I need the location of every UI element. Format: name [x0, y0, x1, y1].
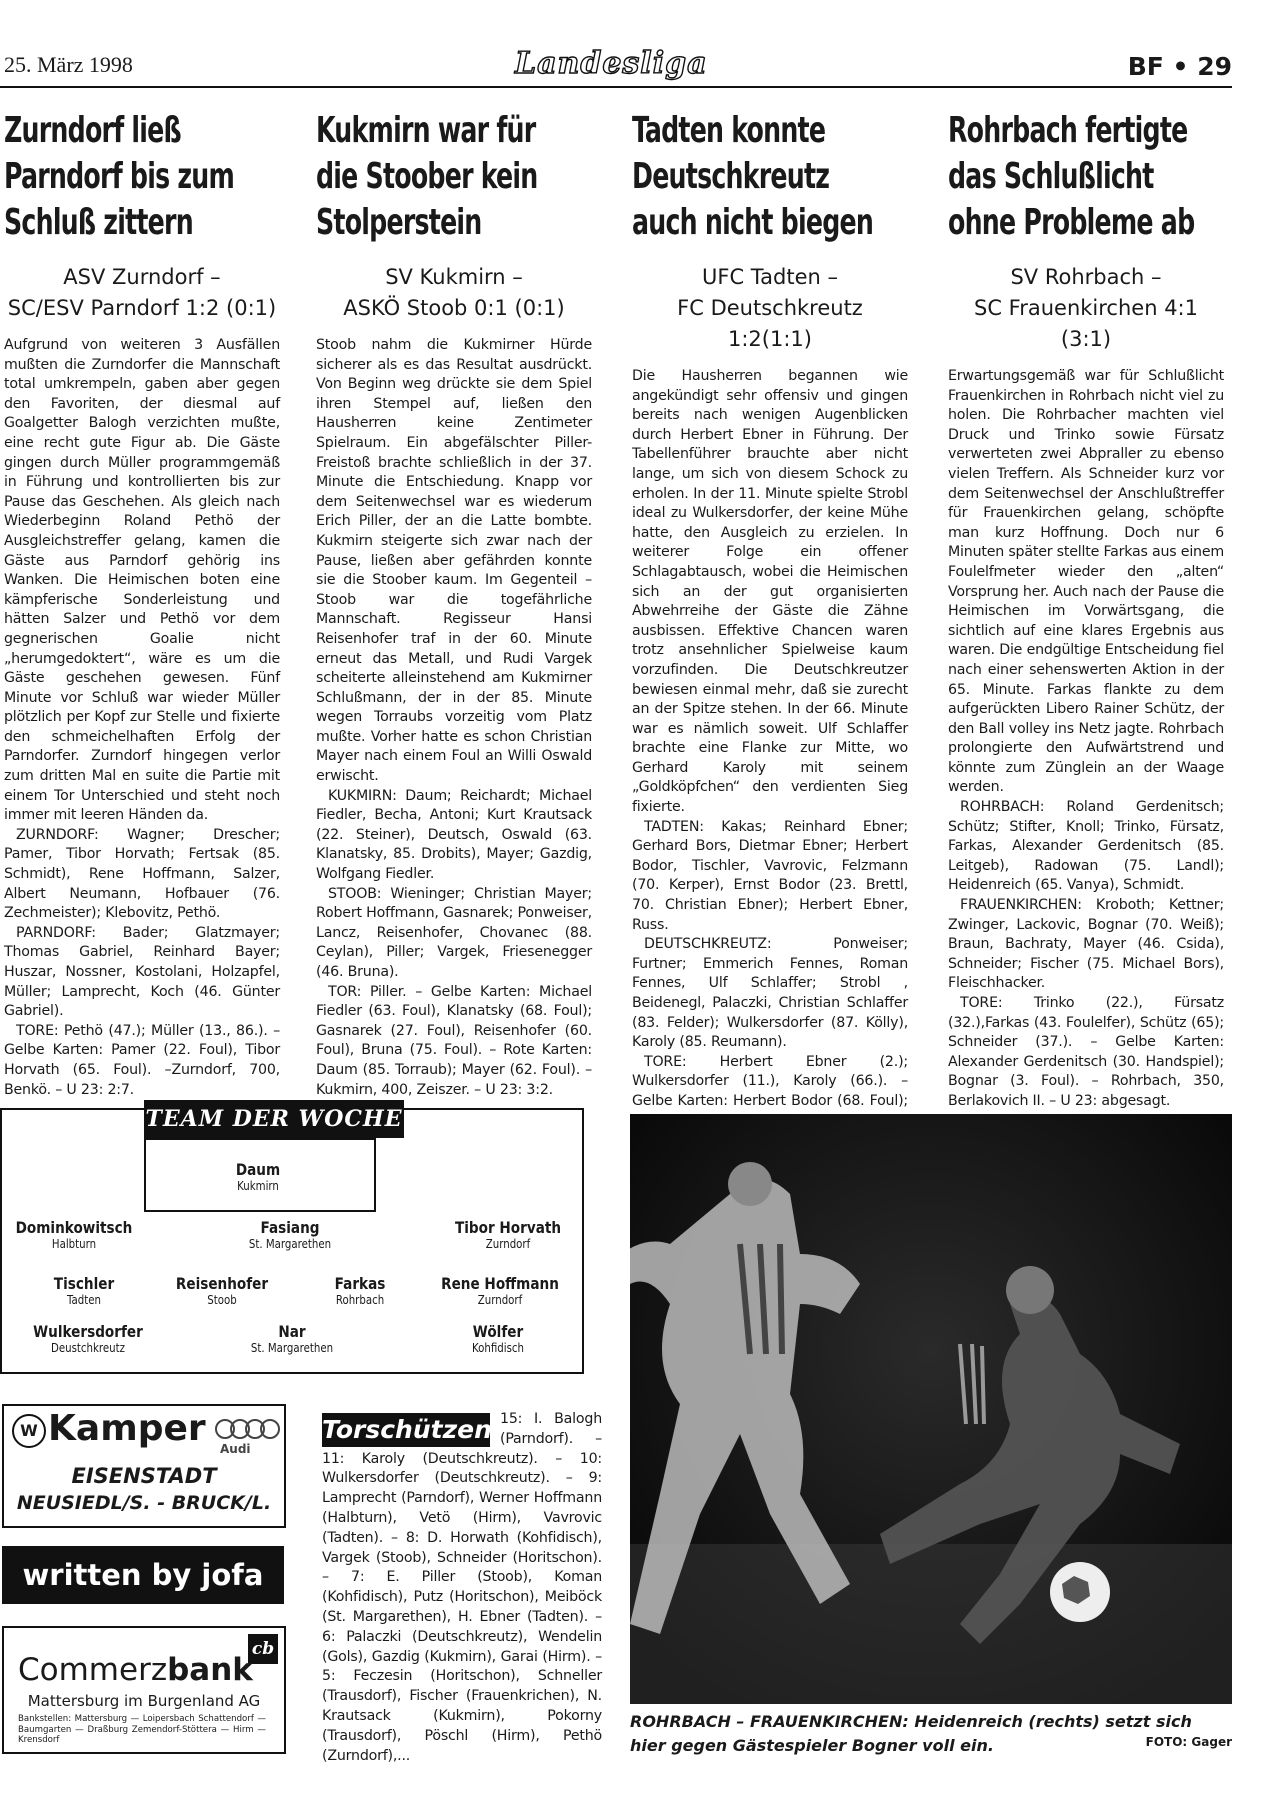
page-number: BF • 29	[1127, 52, 1232, 81]
match-result: SV Rohrbach – SC Frauenkirchen 4:1 (3:1)	[974, 265, 1198, 351]
commerzbank-ad	[2, 1626, 286, 1754]
article-zurndorf	[4, 108, 280, 1100]
player-slot: Farkas Rohrbach	[334, 1274, 386, 1307]
audi-rings-icon	[214, 1418, 280, 1440]
player-slot: Rene Hoffmann Zurndorf	[441, 1274, 559, 1307]
vw-logo-icon: W	[12, 1414, 46, 1448]
article-body: Aufgrund von weiteren 3 Ausfällen mußten die Zurndorfer die Mannschaft total umkrempeln, gaben aber gegen den Favoriten, der diesmal auf Goalgetter Balogh verzichten mußte, eine recht gute Figur ab. Die Gäste gingen durch Müller programmgemäß in Führung und kontrollierten bis zur Pause das Geschehen. Als gleich nach Wiederbeginn Roland Pethö der Ausgleichstreffer gelang, kamen die Gäste aus Parndorf gehörig ins Wanken. Die Heimischen boten eine kämpferische Sonderleistung und hätten Salzer und Pethö vor dem gegnerischen Goalie nicht „herumgedoktert“, wäre es um die Gäste geschehen gewesen. Fünf Minute vor Schluß war wieder Müller plötzlich per Kopf zur Stelle und fixierte den schmeichelhaften Erfolg der Parndorfer. Zurndorf hingegen verlor zum dritten Mal en suite die Partie mit einem Tor Unterschied und steht noch immer mit leeren Händen da. ZURNDORF: Wagner; Drescher; Pamer, Tibor Horvath; Fertsak (85. Schmidt), Rene Hoffmann, Salzer, Albert Neumann, Hofbauer (76. Zechmeister); Klebovitz, Pethö. PARNDORF: Bader; Glatzmayer; Thomas Gabriel, Reinhard Bayer; Huszar, Nossner, Kostolani, Holzapfel, Müller; Lamprecht, Koch (46. Günter Gabriel). TORE: Pethö (47.); Müller (13., 86.). – Gelbe Karten: Pamer (22. Foul), Tibor Horvath (65. Foul). –Zurndorf, 700, Benkö. – U 23: 2:7.	[4, 337, 280, 1098]
article-kukmirn	[316, 108, 592, 1100]
team-of-the-week-title: TEAM DER WOCHE	[144, 1100, 404, 1138]
player-slot: Daum Kukmirn	[235, 1160, 281, 1193]
player-slot: Dominkowitsch Halbturn	[15, 1218, 133, 1251]
jofa-banner: written by jofa	[2, 1546, 284, 1604]
match-result: ASV Zurndorf – SC/ESV Parndorf 1:2 (0:1)	[7, 265, 277, 320]
commerzbank-branch: Mattersburg im Burgenland AG	[27, 1692, 261, 1710]
article-headline: Kukmirn war für die Stoober kein Stolperstein	[316, 110, 538, 243]
player-slot: Fasiang St. Margarethen	[248, 1218, 332, 1251]
match-photo	[630, 1114, 1232, 1704]
audi-brand: Audi	[220, 1442, 251, 1456]
photo-caption: ROHRBACH – FRAUENKIRCHEN: Heidenreich (rechts) setzt sich hier gegen Gästespieler Bogner voll ein.	[630, 1712, 1192, 1755]
article-tadten	[632, 108, 908, 1151]
article-headline: Rohrbach fertigte das Schlußlicht ohne Probleme ab	[948, 110, 1195, 243]
scorers-list: 15: I. Balogh (Parndorf). – 11: Karoly (Deutschkreutz). – 10: Wulkersdorfer (Deutschkreutz). – 9: Lamprecht (Parndorf), Werner Hoffmann (Halbturn), Vetö (Hirm), Vavrovic (Tadten). – 8: D. Horwath (Kohfidisch), Vargek (Stoob), Schneider (Horitschon). – 7: E. Piller (Stoob), Koman (Kohfidisch), Putz (Horitschon), Meiböck (St. Margarethen), H. Ebner (Tadten). – 6: Palaczki (Deutschkreutz), Wendelin (Gols), Gazdig (Kukmirn), Garai (Hirm). – 5: Feczesin (Horitschon), Schneller (Trausdorf), Fischer (Frauenkrichen), N. Krautsack (Kukmirn), Pokorny (Trausdorf), Pöschl (Hirm), Pethö (Zurndorf),...	[322, 1411, 602, 1764]
commerzbank-logo-icon: cb	[248, 1634, 278, 1664]
player-slot: Tibor Horvath Zurndorf	[454, 1218, 562, 1251]
player-slot: Nar St. Margarethen	[250, 1322, 334, 1355]
kamper-ad	[2, 1404, 286, 1528]
article-rohrbach	[948, 108, 1224, 1112]
issue-date: 25. März 1998	[4, 52, 133, 77]
section-title: Landesliga	[515, 46, 708, 81]
commerzbank-locations: Bankstellen: Mattersburg — Loipersbach Schattendorf — Baumgarten — Draßburg Zemendorf-Stöttera — Hirm — Krensdorf	[18, 1714, 266, 1745]
player-slot: Reisenhofer Stoob	[175, 1274, 269, 1307]
article-headline: Zurndorf ließ Parndorf bis zum Schluß zittern	[4, 110, 235, 243]
player-slot: Wölfer Kohfidisch	[471, 1322, 525, 1355]
article-body: Stoob nahm die Kukmirner Hürde sicherer als es das Resultat ausdrückt. Von Beginn weg drückte sie dem Spiel ihren Stempel auf, ließen den Hausherren keine Zentimeter Spielraum. Ein abgefälschter Piller-Freistoß brachte schließlich in der 37. Minute die Entschiedung. Knapp vor dem Seitenwechsel war es wiederum Erich Piller, der an die Latte bombte. Kukmirn steigerte sich zwar nach der Pause, ließen aber gefährden konnte sie die Stoober kaum. Im Gegenteil – Stoob war die togefährliche Mannschaft. Regisseur Hansi Reisenhofer traf in der 60. Minute erneut das Metall, und Rudi Vargek scheiterte alleinstehend am Kukmirner Schlußmann, der in der 85. Minute wegen Torraubs vorzeitig vom Platz mußte. Vorher hatte es schon Christian Mayer nach einem Foul an Willi Oswald erwischt. KUKMIRN: Daum; Reichardt; Michael Fiedler, Becha, Antoni; Kurt Krautsack (22. Steiner), Deutsch, Oswald (63. Klanatsky, 85. Drobits), Mayer; Gazdig, Wolfgang Fiedler. STOOB: Wieninger; Christian Mayer; Robert Hoffmann, Gasnarek; Ponweiser, Lancz, Reisenhofer, Chovanec (88. Ceylan), Piller; Vargek, Friesenegger (46. Bruna). TOR: Piller. – Gelbe Karten: Michael Fiedler (63. Foul), Klanatsky (68. Foul); Gasnarek (27. Foul), Reisenhofer (60. Foul), Bruna (75. Foul). – Rote Karten: Daum (85. Torraub); Mayer (62. Foul). – Kukmirn, 400, Zeiszer. – U 23: 3:2.	[316, 337, 592, 1098]
article-body: Erwartungsgemäß war für Schlußlicht Frauenkirchen in Rohrbach nicht viel zu holen. Die Rohrbacher machten viel Druck und Trinko sowie Fürsatz verwerteten zwei Abpraller zu ebenso vielen Treffern. Als Schneider kurz vor dem Seitenwechsel der Anschlußtreffer für Frauenkirchen gelang, schöpfte man kurz Hoffnung. Doch nur 6 Minuten später stellte Farkas aus einem Foulelfmeter wieder den „alten“ Vorsprung her. Auch nach der Pause die Heimischen im Vorwärtsgang, die sichtlich auf eine klares Ergebnis aus waren. Die endgültige Entscheidung fiel nach einer sehenswerten Aktion in der 65. Minute. Farkas flankte zu dem aufgerückten Libero Rainer Schütz, der den Ball volley ins Netz jagte. Rohrbach prolongierte den Aufwärtstrend und könnte zum Zünglein an der Waage werden. ROHRBACH: Roland Gerdenitsch; Schütz; Stifter, Knoll; Trinko, Fürsatz, Farkas, Alexander Gerdenitsch (85. Leitgeb), Radowan (75. Landl); Heidenreich (65. Vanya), Schmidt. FRAUENKIRCHEN: Kroboth; Kettner; Zwinger, Lackovic, Bognar (70. Weiß); Braun, Bachraty, Mayer (46. Csida), Schneider; Fischer (75. Michael Bors), Fleischhacker. TORE: Trinko (22.), Fürsatz (32.),Farkas (43. Foulelfer), Schütz (65); Schneider (37.). – Gelbe Karten: Alexander Gerdenitsch (30. Handspiel); Bognar (3. Foul). – Rohrbach, 350, Berlakovich II. – U 23: abgesagt.	[948, 368, 1224, 1109]
article-body: Die Hausherren begannen wie angekündigt sehr offensiv und gingen bereits nach wenigen Augenblicken durch Herbert Ebner in Führung. Der Tabellenführer brauchte aber nicht lange, um sich von diesem Schock zu erholen. In der 11. Minute spielte Strobl ideal zu Wulkersdorfer, der keine Mühe hatte, den Ausgleich zu erzielen. In weiterer Folge ein offener Schlagabtausch, wobei die Heimischen sich an der gut organisierten Abwehrreihe der Gäste die Zähne ausbissen. Effektive Chancen waren trotz ansehnlicher Spielweise kaum vorzufinden. Die Deutschkreutzer bewiesen einmal mehr, daß sie zurecht an der Spitze stehen. In der 66. Minute war es nämlich soweit. Ulf Schlaffer brachte eine Flanke zur Mitte, wo Gerhard Karoly mit seinem „Goldköpfchen“ den verdienten Sieg fixierte. TADTEN: Kakas; Reinhard Ebner; Gerhard Bors, Dietmar Ebner; Herbert Bodor, Tischler, Vavrovic, Felzmann (70. Kerper), Ernst Bodor (23. Brettl, 70. Christian Ebner); Herbert Ebner, Russ. DEUTSCHKREUTZ: Ponweiser; Furtner; Emmerich Fennes, Roman Fennes, Ulf Schlaffer; Strobl , Beidenegl, Palaczki, Christian Schlaffer (83. Felder); Wulkersdorfer (87. Kölly), Karoly (85. Reumann). TORE: Herbert Ebner (2.); Wulkersdorfer (11.), Karoly (66.). – Gelbe Karten: Herbert Bodor (68. Foul);	[632, 368, 908, 1109]
kamper-city-1: EISENSTADT	[71, 1464, 217, 1488]
match-result: UFC Tadten – FC Deutschkreutz 1:2(1:1)	[677, 265, 863, 351]
player-slot: Wulkersdorfer Deustchkreutz	[33, 1322, 143, 1355]
player-slot: Tischler Tadten	[53, 1274, 115, 1307]
kamper-name: Kamper	[48, 1408, 206, 1449]
header-rule	[0, 86, 1232, 88]
article-headline: Tadten konnte Deutschkreutz auch nicht biegen	[632, 110, 874, 243]
kamper-city-2: NEUSIEDL/S. - BRUCK/L.	[16, 1492, 272, 1514]
match-result: SV Kukmirn – ASKÖ Stoob 0:1 (0:1)	[343, 265, 565, 320]
scorers-title: Torschützen	[322, 1413, 490, 1447]
photo-credit: FOTO: Gager	[1145, 1735, 1232, 1749]
commerzbank-name: Commerzbank	[18, 1652, 253, 1688]
